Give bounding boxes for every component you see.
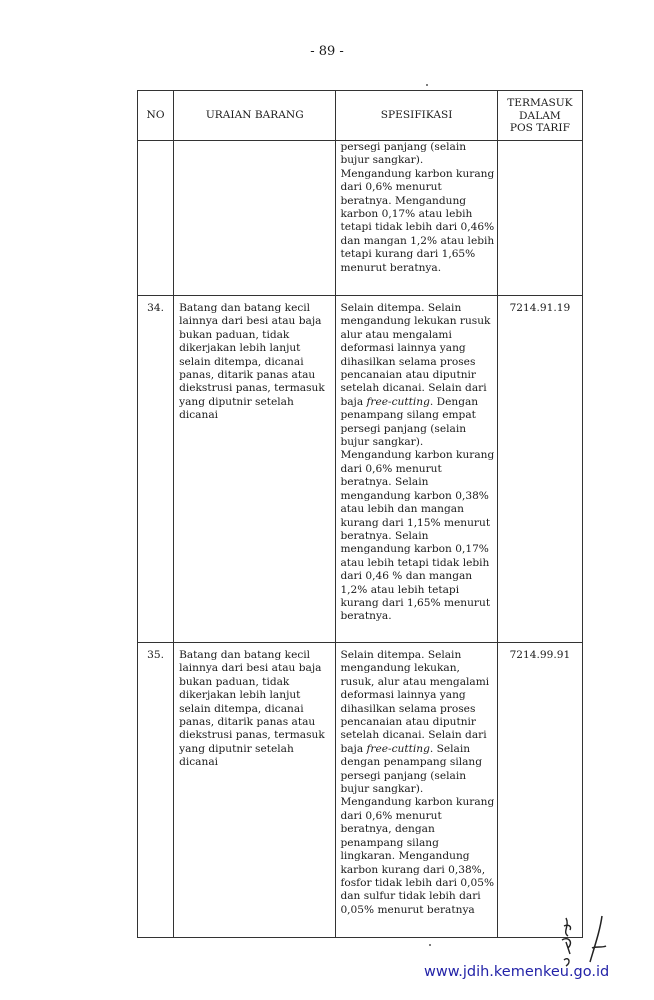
cell-spesifikasi [336,296,497,643]
spec-line: mengandung karbon 0,17% [340,543,489,556]
cell-tarif: 7214.91.19 [497,296,582,643]
table-row-continuation [138,141,583,296]
uraian-line: panas, ditarik panas atau [179,716,316,729]
cell-spesifikasi [336,643,497,938]
spec-line: beratnya. Selain [340,529,429,542]
spec-line: tetapi kurang dari 1,65% [340,248,476,261]
header-no: NO [138,91,174,141]
spec-line: 1,2% atau lebih tetapi [340,583,460,596]
uraian-line: bukan paduan, tidak [179,675,290,688]
spec-line: kurang dari 1,15% menurut [340,516,491,529]
spec-line: 0,05% menurut beratnya [340,903,475,916]
uraian-line: panas, ditarik panas atau [179,369,316,382]
spec-line: setelah dicanai. Selain dari [340,382,487,395]
uraian-line: dikerjakan lebih lanjut [179,342,301,355]
spec-line: dihasilkan selama proses [340,355,476,368]
tariff-table [137,90,583,938]
header-pos-tarif-line: TERMASUK [507,97,573,110]
cell-tarif [497,141,582,296]
spec-line: mengandung lekukan rusuk [340,315,491,328]
header-uraian-barang: URAIAN BARANG [174,91,336,141]
spec-line: atau lebih tetapi tidak lebih [340,556,490,569]
uraian-line: selain ditempa, dicanai [179,702,304,715]
spec-line: atau lebih dan mangan [340,503,464,516]
spec-line: karbon kurang dari 0,38%, [340,863,486,876]
spec-line: menurut beratnya. [340,261,442,274]
spec-line: deformasi lainnya yang [340,342,466,355]
spec-line: Mengandung karbon kurang [340,449,495,462]
spec-line: dari 0,6% menurut [340,181,442,194]
spec-line: baja free-cutting. Dengan [340,395,479,408]
header-pos-tarif-line: DALAM [519,109,561,122]
spec-line: bujur sangkar). [340,154,424,167]
table-row [138,643,583,938]
spec-line: Mengandung karbon kurang [340,796,495,809]
cell-tarif: 7214.99.91 [497,643,582,938]
spec-line: setelah dicanai. Selain dari [340,729,487,742]
spec-line: dan mangan 1,2% atau lebih [340,234,495,247]
spec-line: beratnya. [340,610,392,623]
spec-line: Selain ditempa. Selain [340,302,462,314]
spec-line: dengan penampang silang [340,756,483,769]
cell-uraian [174,643,336,938]
spec-line: dari 0,46 % dan mangan [340,570,473,583]
uraian-line: diekstrusi panas, termasuk [179,382,325,395]
spec-line: bujur sangkar). [340,436,424,449]
spec-line: tetapi tidak lebih dari 0,46% [340,221,495,234]
spec-line: pencanaian atau diputnir [340,716,476,729]
spec-line: bujur sangkar). [340,783,424,796]
table-row [138,296,583,643]
spec-line: pencanaian atau diputnir [340,369,476,382]
uraian-line: yang diputnir setelah [179,395,294,408]
cell-uraian [174,141,336,296]
spec-line: Mengandung karbon kurang [340,167,495,180]
cell-no [138,141,174,296]
cell-no: 35. [138,643,174,938]
uraian-line: lainnya dari besi atau baja [179,662,322,675]
spec-line: persegi panjang (selain [340,769,467,782]
spec-line: persegi panjang (selain [340,141,467,153]
spec-line: deformasi lainnya yang [340,689,466,702]
uraian-line: dicanai [179,756,219,769]
spec-line: penampang silang empat [340,409,476,422]
spec-line: dari 0,6% menurut [340,809,442,822]
scan-speck [426,84,428,86]
spec-line: beratnya. Selain [340,476,429,489]
spec-line: alur atau mengalami [340,328,452,341]
table-header-row [138,91,583,141]
spec-line: kurang dari 1,65% menurut [340,596,491,609]
spec-line: beratnya. Mengandung [340,194,467,207]
spec-line: dihasilkan selama proses [340,702,476,715]
spec-line: fosfor tidak lebih dari 0,05% [340,876,495,889]
uraian-line: Batang dan batang kecil [179,302,311,314]
spec-line: penampang silang [340,836,439,849]
cell-no: 34. [138,296,174,643]
footer-url-link[interactable]: www.jdih.kemenkeu.go.id [424,964,610,980]
page-number: - 89 - [310,44,344,59]
spec-line: beratnya, dengan [340,823,435,836]
uraian-line: lainnya dari besi atau baja [179,315,322,328]
uraian-line: dikerjakan lebih lanjut [179,689,301,702]
uraian-line: dicanai [179,409,219,422]
header-pos-tarif [497,91,582,141]
uraian-line: selain ditempa, dicanai [179,355,304,368]
spec-line: persegi panjang (selain [340,422,467,435]
spec-line: dan sulfur tidak lebih dari [340,890,481,903]
spec-line: rusuk, alur atau mengalami [340,675,490,688]
uraian-line: diekstrusi panas, termasuk [179,729,325,742]
header-spesifikasi: SPESIFIKASI [336,91,497,141]
spec-line: Selain ditempa. Selain [340,649,462,661]
spec-line: mengandung lekukan, [340,662,460,675]
spec-line: lingkaran. Mengandung [340,850,470,863]
uraian-line: bukan paduan, tidak [179,328,290,341]
header-pos-tarif-line: POS TARIF [509,122,570,135]
cell-uraian [174,296,336,643]
cell-spesifikasi [336,141,497,296]
uraian-line: yang diputnir setelah [179,742,294,755]
spec-line: mengandung karbon 0,38% [340,489,489,502]
spec-line: baja free-cutting. Selain [340,742,471,755]
spec-line: karbon 0,17% atau lebih [340,208,473,221]
scan-speck [429,944,431,946]
uraian-line: Batang dan batang kecil [179,649,311,661]
spec-line: dari 0,6% menurut [340,462,442,475]
